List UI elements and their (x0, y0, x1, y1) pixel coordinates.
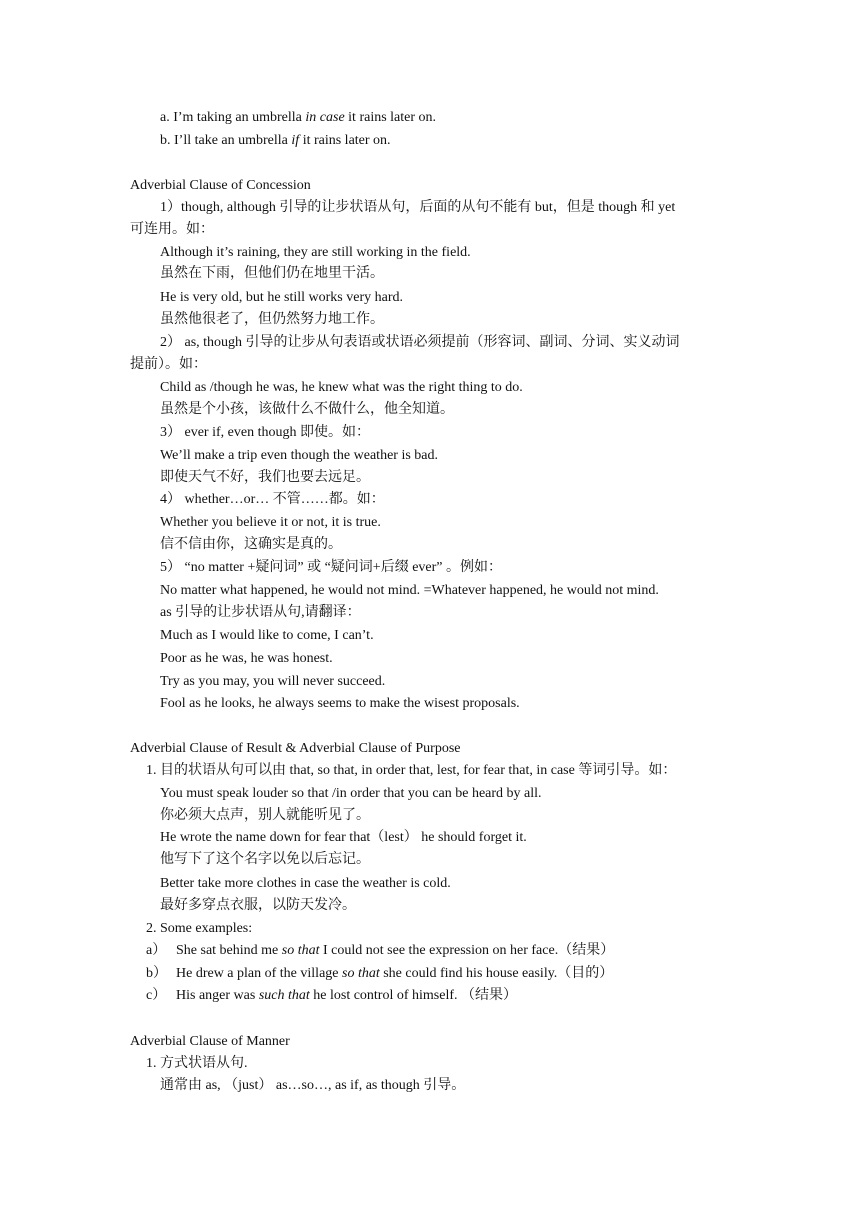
translation-sentence: Poor as he was, he was honest. (160, 651, 333, 666)
purpose-example-en: Better take more clothes in case the weather is cold. (160, 876, 451, 891)
manner-point-1: 1. 方式状语从句. (146, 1056, 248, 1071)
concession-point-2: 2） as, though 引导的让步从句表语或状语必须提前（形容词、副词、分词、实义动词 (160, 335, 680, 350)
concession-example-en: He is very old, but he still works very hard. (160, 290, 404, 305)
concession-point-4: 4） whether…or… 不管……都。如： (160, 492, 385, 507)
example-tail: he lost control of himself. （结果） (309, 988, 518, 1003)
list-label: a） (146, 943, 167, 958)
concession-point-5: 5） “no matter +疑问词” 或 “疑问词+后缀 ever” 。例如： (160, 560, 502, 575)
result-point-2: 2. Some examples: (146, 921, 253, 936)
concession-point-1-cont: 可连用。如： (130, 222, 214, 237)
concession-example-zh: 虽然他很老了，但仍然努力地工作。 (160, 312, 384, 327)
concession-example-zh: 虽然是个小孩，该做什么不做什么，他全知道。 (160, 402, 454, 417)
list-label: c） (146, 988, 167, 1003)
concession-example-en: No matter what happened, he would not mind. =Whatever happened, he would not mind. (160, 583, 659, 598)
purpose-example-zh: 他写下了这个名字以免以后忘记。 (160, 852, 370, 867)
example-b-emphasis: if (291, 133, 300, 148)
concession-example-en: Child as /though he was, he knew what was the right thing to do. (160, 380, 523, 395)
purpose-example-en: You must speak louder so that /in order that you can be heard by all. (160, 786, 542, 801)
purpose-example-zh: 你必须大点声，别人就能听见了。 (160, 808, 370, 823)
concession-point-1: 1）though, although 引导的让步状语从句，后面的从句不能有 but，但是 though 和 yet (160, 200, 676, 215)
concession-point-3: 3） ever if, even though 即使。如： (160, 425, 370, 440)
example-b-tail: it rains later on. (299, 133, 391, 148)
result-example-b (146, 965, 613, 983)
as-concession-intro: as 引导的让步状语从句,请翻译： (160, 605, 361, 620)
concession-example-en: Although it’s raining, they are still working in the field. (160, 245, 471, 260)
result-example-a (146, 942, 614, 960)
purpose-example-en: He wrote the name down for fear that（lest） he should forget it. (160, 830, 527, 845)
result-purpose-heading: Adverbial Clause of Result & Adverbial Clause of Purpose (130, 741, 461, 756)
example-a (160, 109, 436, 127)
example-text: His anger was (176, 988, 259, 1003)
example-emphasis: so that (342, 966, 380, 981)
example-a-emphasis: in case (305, 110, 345, 125)
example-text: She sat behind me (176, 943, 282, 958)
example-a-text: a. I’m taking an umbrella (160, 110, 306, 125)
manner-heading: Adverbial Clause of Manner (130, 1034, 290, 1049)
concession-example-en: Whether you believe it or not, it is true. (160, 515, 381, 530)
concession-example-en: We’ll make a trip even though the weather is bad. (160, 448, 438, 463)
example-tail: I could not see the expression on her face.（结果） (319, 943, 615, 958)
concession-heading: Adverbial Clause of Concession (130, 178, 311, 193)
example-b-text: b. I’ll take an umbrella (160, 133, 292, 148)
example-emphasis: so that (281, 943, 320, 958)
manner-description: 通常由 as, （just） as…so…, as if, as though 引导。 (160, 1078, 466, 1093)
result-example-c (146, 987, 517, 1005)
translation-sentence: Much as I would like to come, I can’t. (160, 628, 374, 643)
translation-sentence: Try as you may, you will never succeed. (160, 674, 386, 689)
purpose-example-zh: 最好多穿点衣服，以防天发冷。 (160, 898, 356, 913)
example-b (160, 132, 391, 150)
example-text: He drew a plan of the village (176, 966, 342, 981)
concession-example-zh: 即使天气不好，我们也要去远足。 (160, 470, 370, 485)
list-label: b） (146, 966, 167, 981)
purpose-point-1: 1. 目的状语从句可以由 that, so that, in order that, lest, for fear that, in case 等词引导。如： (146, 763, 677, 778)
example-a-tail: it rains later on. (344, 110, 437, 125)
concession-point-2-cont: 提前）。如： (130, 357, 207, 372)
translation-sentence: Fool as he looks, he always seems to make the wisest proposals. (160, 696, 520, 711)
example-tail: she could find his house easily.（目的） (379, 966, 614, 981)
concession-example-zh: 虽然在下雨，但他们仍在地里干活。 (160, 266, 384, 281)
example-emphasis: such that (258, 988, 310, 1003)
concession-example-zh: 信不信由你，这确实是真的。 (160, 537, 342, 552)
